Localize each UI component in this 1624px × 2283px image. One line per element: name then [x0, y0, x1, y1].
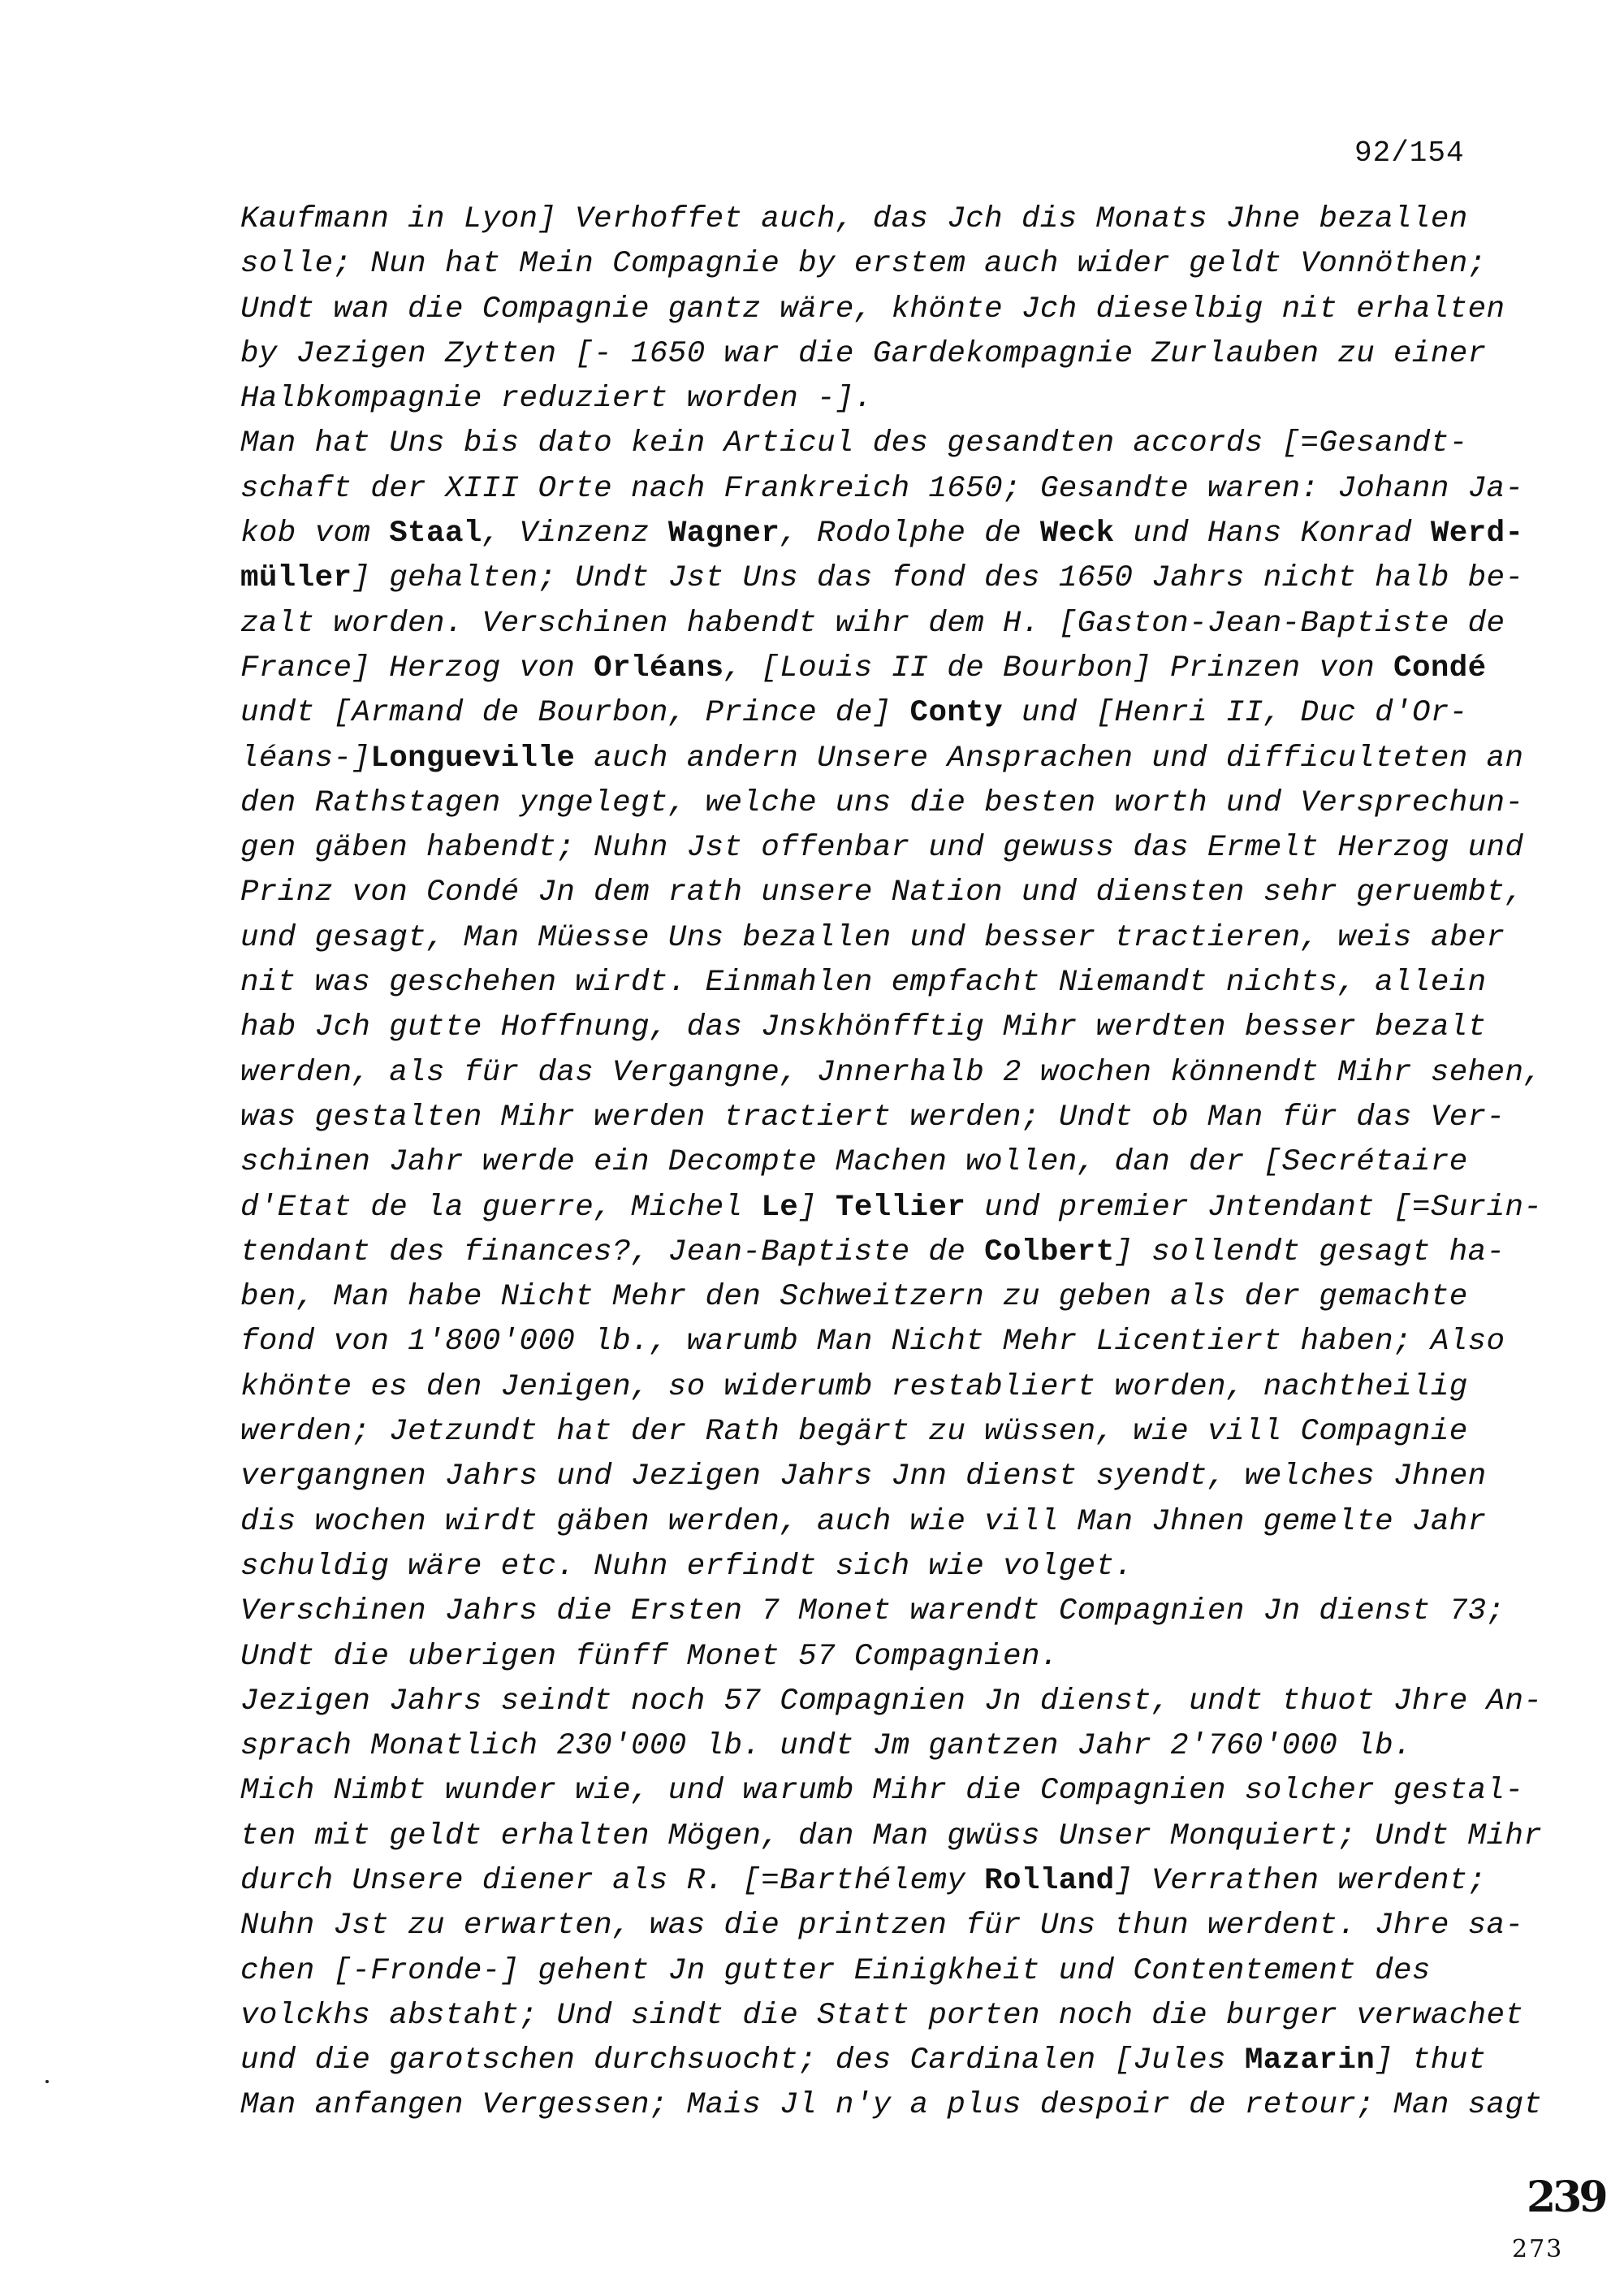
text-segment: ] thut — [1375, 2043, 1487, 2078]
text-line — [240, 1994, 1523, 2039]
text-segment: kob vom — [240, 517, 390, 551]
text-line — [240, 1320, 1523, 1364]
text-line — [240, 602, 1523, 646]
text-line — [240, 1724, 1523, 1769]
text-segment: sprach Monatlich 230'000 lb. undt Jm gantzen Jahr 2'760'000 lb. — [240, 1729, 1412, 1764]
body-text — [240, 197, 1543, 2129]
text-line — [240, 1410, 1523, 1455]
text-line — [240, 1455, 1523, 1499]
text-segment: was gestalten Mihr werden tractiert werden; Undt ob Man für das Ver- — [240, 1100, 1505, 1135]
text-line — [240, 1904, 1523, 1948]
text-line — [240, 961, 1523, 1005]
text-segment: d'Etat de la guerre, Michel — [240, 1190, 762, 1225]
text-segment: und die garotschen durchsuocht; des Cardinalen [Jules — [240, 2043, 1245, 2078]
margin-speck — [45, 2080, 49, 2083]
text-segment: werden; Jetzundt hat der Rath begärt zu wüssen, wie vill Compagnie — [240, 1415, 1468, 1450]
text-segment: den Rathstagen yngelegt, welche uns die besten worth und Versprechun- — [240, 785, 1524, 820]
text-segment: Kaufmann in Lyon] Verhoffet auch, das Jch dis Monats Jhne bezallen — [240, 202, 1468, 236]
text-segment: undt [Armand de Bourbon, Prince de] — [240, 696, 910, 731]
text-line — [240, 1096, 1523, 1140]
text-segment: Undt wan die Compagnie gantz wäre, khönte Jch dieselbig nit erhalten — [240, 292, 1505, 326]
text-line — [240, 1186, 1543, 1230]
text-segment: und Hans Konrad — [1114, 517, 1431, 551]
text-segment: Man anfangen Vergessen; Mais Jl n'y a plus despoir de retour; Man sagt — [240, 2088, 1543, 2123]
text-segment: Halbkompagnie reduziert worden -]. — [240, 382, 873, 417]
text-line — [240, 332, 1523, 377]
text-segment: tendant des finances?, Jean-Baptiste de — [240, 1234, 985, 1269]
text-segment: Man hat Uns bis dato kein Articul des gesandten accords [=Gesandt- — [240, 426, 1468, 461]
text-segment: , Vinzenz — [482, 517, 668, 551]
text-line — [240, 646, 1523, 691]
text-segment: gen gäben habendt; Nuhn Jst offenbar und gewuss das Ermelt Herzog und — [240, 831, 1524, 866]
text-segment: ] Verrathen werdent; — [1114, 1863, 1487, 1898]
bold-name: Staal — [389, 517, 482, 551]
text-line — [240, 691, 1523, 736]
bold-name: Rolland — [984, 1863, 1115, 1898]
text-segment: nit was geschehen wirdt. Einmahlen empfacht Niemandt nichts, allein — [240, 966, 1487, 1001]
text-segment: volckhs abstaht; Und sindt die Statt porten noch die burger verwachet — [240, 1998, 1524, 2033]
bold-name: Colbert — [984, 1234, 1115, 1269]
text-line — [240, 422, 1523, 466]
text-line — [240, 1949, 1523, 1994]
text-segment: auch andern Unsere Ansprachen und difficulteten an — [575, 741, 1524, 776]
page-number: 92/154 — [1354, 136, 1465, 170]
text-segment: vergangnen Jahrs und Jezigen Jahrs Jnn dienst syendt, welches Jhnen — [240, 1459, 1487, 1494]
text-segment: fond von 1'800'000 lb., warumb Man Nicht Mehr Licentiert haben; Also — [240, 1325, 1505, 1360]
text-segment: und gesagt, Man Müesse Uns bezallen und besser tractieren, weis aber — [240, 920, 1505, 955]
bold-name: Weck — [1039, 517, 1115, 551]
text-line — [240, 2083, 1543, 2128]
text-line — [240, 377, 1523, 422]
text-line — [240, 242, 1523, 287]
text-segment: zalt worden. Verschinen habendt wihr dem H. [Gaston-Jean-Baptiste de — [240, 606, 1505, 641]
text-line — [240, 1635, 1523, 1680]
text-segment: Verschinen Jahrs die Ersten 7 Monet warendt Compagnien Jn dienst 73; — [240, 1594, 1505, 1629]
text-segment: Prinz von Condé Jn dem rath unsere Nation und diensten sehr geruembt, — [240, 876, 1524, 910]
text-segment: hab Jch gutte Hoffnung, das Jnskhönfftig Mihr werdten besser bezalt — [240, 1010, 1487, 1045]
text-line — [240, 1680, 1543, 1724]
text-segment: léans-] — [240, 741, 371, 776]
text-segment: schaft der XIII Orte nach Frankreich 1650; Gesandte waren: Johann Ja- — [240, 471, 1524, 506]
text-line — [240, 781, 1523, 826]
text-line — [240, 1814, 1543, 1859]
text-line — [240, 1230, 1523, 1275]
text-segment: schinen Jahr werde ein Decompte Machen wollen, dan der [Secrétaire — [240, 1145, 1468, 1180]
bold-name: Longueville — [370, 741, 576, 776]
text-line — [240, 1140, 1523, 1185]
text-segment: und [Henri II, Duc d'Or- — [1003, 696, 1468, 731]
text-line — [240, 2039, 1523, 2083]
text-line — [240, 1589, 1523, 1634]
text-line — [240, 871, 1523, 915]
text-segment: chen [-Fronde-] gehent Jn gutter Einigkheit und Contentement des — [240, 1953, 1431, 1988]
text-segment: dis wochen wirdt gäben werden, auch wie vill Man Jhnen gemelte Jahr — [240, 1504, 1487, 1539]
text-segment: Jezigen Jahrs seindt noch 57 Compagnien Jn dienst, undt thuot Jhre An- — [240, 1684, 1543, 1719]
handwritten-folio-number: 239 — [1527, 2173, 1605, 2222]
text-line — [240, 1500, 1523, 1545]
text-segment: France] Herzog von — [240, 651, 594, 685]
text-segment: und premier Jntendant [=Surin- — [965, 1190, 1543, 1225]
text-line — [240, 1365, 1523, 1410]
text-segment: Nuhn Jst zu erwarten, was die printzen für Uns thun werdent. Jhre sa- — [240, 1909, 1524, 1944]
text-segment: ben, Man habe Nicht Mehr den Schweitzern zu geben als der gemachte — [240, 1280, 1468, 1315]
text-segment: durch Unsere diener als R. [=Barthélemy — [240, 1863, 985, 1898]
text-line — [240, 916, 1523, 961]
text-line — [240, 1051, 1543, 1096]
text-line — [240, 197, 1523, 242]
text-line — [240, 1859, 1523, 1904]
text-segment: by Jezigen Zytten [- 1650 war die Gardekompagnie Zurlauben zu einer — [240, 336, 1487, 371]
text-line — [240, 288, 1523, 332]
text-line — [240, 1005, 1523, 1050]
text-line — [240, 556, 1523, 601]
bold-name: Werd- — [1430, 517, 1524, 551]
text-line — [240, 467, 1523, 512]
text-line — [240, 512, 1523, 556]
bold-name: Le — [761, 1190, 799, 1225]
text-segment: , [Louis II de Bourbon] Prinzen von — [723, 651, 1394, 685]
text-segment: ] sollendt gesagt ha- — [1114, 1234, 1505, 1269]
text-segment: Mich Nimbt wunder wie, und warumb Mihr die Compagnien solcher gestal- — [240, 1774, 1524, 1809]
bold-name: Condé — [1393, 651, 1487, 685]
text-segment: ten mit geldt erhalten Mögen, dan Man gwüss Unser Monquiert; Undt Mihr — [240, 1818, 1543, 1853]
handwritten-folio-subnumber: 273 — [1512, 2235, 1564, 2264]
bold-name: Wagner — [667, 517, 780, 551]
text-line — [240, 1545, 1523, 1589]
bold-name: Orléans — [594, 651, 724, 685]
text-segment: khönte es den Jenigen, so widerumb restabliert worden, nachtheilig — [240, 1369, 1468, 1404]
bold-name: müller — [240, 561, 352, 596]
text-segment: schuldig wäre etc. Nuhn erfindt sich wie volget. — [240, 1549, 1134, 1584]
text-segment: ] gehalten; Undt Jst Uns das fond des 1650 Jahrs nicht halb be- — [352, 561, 1524, 596]
text-segment: , Rodolphe de — [780, 517, 1040, 551]
text-line — [240, 737, 1523, 781]
text-line — [240, 1769, 1523, 1814]
text-line — [240, 826, 1523, 871]
text-segment: ] — [798, 1190, 836, 1225]
bold-name: Conty — [909, 696, 1004, 731]
text-segment: solle; Nun hat Mein Compagnie by erstem auch wider geldt Vonnöthen; — [240, 247, 1487, 282]
bold-name: Mazarin — [1244, 2043, 1376, 2078]
bold-name: Tellier — [835, 1190, 966, 1225]
text-line — [240, 1275, 1523, 1320]
text-segment: werden, als für das Vergangne, Jnnerhalb 2 wochen könnendt Mihr sehen, — [240, 1055, 1543, 1090]
text-segment: Undt die uberigen fünff Monet 57 Compagnien. — [240, 1639, 1059, 1674]
